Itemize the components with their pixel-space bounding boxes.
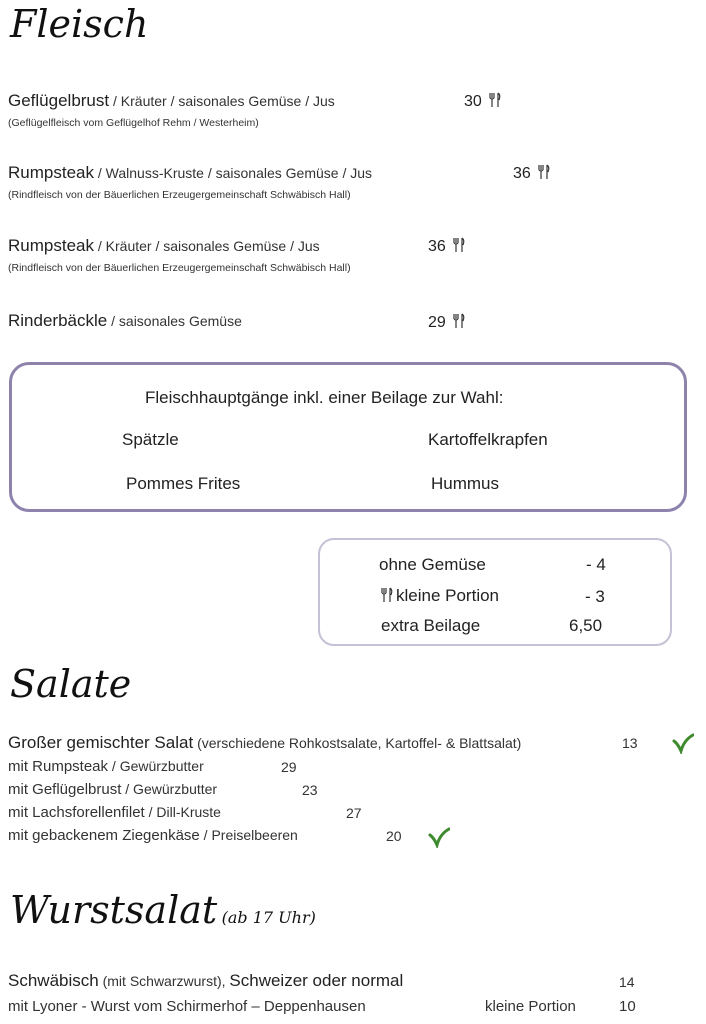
cutlery-icon: [537, 164, 551, 180]
menu-item: [8, 236, 320, 256]
item-desc: / Preiselbeeren: [199, 827, 298, 843]
option-label: extra Beilage: [381, 616, 481, 635]
item-desc: / Kräuter / saisonales Gemüse / Jus: [109, 93, 335, 109]
item-price: 14: [619, 974, 635, 990]
item-note: (Geflügelfleisch vom Geflügelhof Rehm / Westerheim): [8, 117, 259, 129]
menu-item: [8, 804, 221, 822]
item-desc: / saisonales Gemüse: [107, 313, 242, 329]
item-price: 36: [513, 164, 551, 183]
item-desc: (mit Schwarzwurst),: [98, 973, 230, 989]
portion-label: kleine Portion: [485, 998, 576, 1015]
cutlery-icon: [380, 587, 394, 603]
section-title-salate: Salate: [10, 662, 132, 706]
menu-item: [8, 758, 204, 776]
option-label: kleine Portion: [396, 586, 500, 605]
menu-item: [8, 827, 298, 845]
vegetarian-check-icon: [672, 732, 694, 754]
item-price: 36: [428, 237, 466, 256]
cutlery-icon: [452, 313, 466, 329]
item-name: mit Geflügelbrust: [8, 781, 122, 798]
vegetarian-check-icon: [428, 826, 450, 848]
item-name: mit gebackenem Ziegenkäse: [8, 827, 200, 844]
item-name: Geflügelbrust: [8, 91, 110, 110]
item-name: Großer gemischter Salat: [8, 733, 194, 752]
item-name-rest: Schweizer oder normal: [229, 971, 404, 990]
side-dish-box: [9, 362, 687, 512]
option-row: [380, 586, 499, 606]
item-desc: / Kräuter / saisonales Gemüse / Jus: [93, 238, 320, 254]
side-dish-heading: Fleischhauptgänge inkl. einer Beilage zur Wahl:: [145, 388, 504, 407]
section-title-wurstsalat: Wurstsalat: [10, 888, 218, 932]
item-price: 30: [464, 92, 502, 111]
menu-item-text: mit Lyoner - Wurst vom Schirmerhof – Deppenhausen: [8, 998, 366, 1015]
option-value: - 4: [586, 555, 606, 574]
item-note: (Rindfleisch von der Bäuerlichen Erzeugergemeinschaft Schwäbisch Hall): [8, 262, 351, 274]
item-desc: / Gewürzbutter: [108, 758, 204, 774]
menu-item: [8, 163, 372, 183]
side-option: Spätzle: [122, 430, 179, 449]
section-subtitle: (ab 17 Uhr): [221, 908, 316, 927]
item-price: 29: [281, 759, 297, 775]
side-option: Pommes Frites: [126, 474, 241, 493]
item-name: Rumpsteak: [8, 236, 94, 255]
item-desc: / Walnuss-Kruste / saisonales Gemüse / Jus: [93, 165, 373, 181]
item-name: Rumpsteak: [8, 163, 94, 182]
item-desc: / Gewürzbutter: [121, 781, 218, 797]
item-price: 29: [428, 313, 466, 332]
option-label: ohne Gemüse: [379, 555, 486, 574]
item-price: 23: [302, 782, 318, 798]
option-value: 6,50: [569, 616, 603, 635]
menu-item: [8, 311, 242, 331]
item-note: (Rindfleisch von der Bäuerlichen Erzeugergemeinschaft Schwäbisch Hall): [8, 189, 351, 201]
item-price: 13: [622, 735, 638, 751]
item-name: mit Lachsforellenfilet: [8, 804, 145, 821]
menu-item: [8, 91, 335, 111]
menu-item: [8, 781, 217, 799]
item-price: 27: [346, 805, 362, 821]
menu-item: [8, 733, 521, 753]
item-desc: (verschiedene Rohkostsalate, Kartoffel- & Blattsalat): [193, 735, 522, 751]
item-price: 10: [619, 998, 636, 1015]
option-value: - 3: [585, 587, 605, 606]
item-desc: / Dill-Kruste: [144, 804, 221, 820]
menu-item: [8, 971, 403, 991]
item-name: mit Rumpsteak: [8, 758, 109, 775]
cutlery-icon: [452, 237, 466, 253]
item-name: Rinderbäckle: [8, 311, 108, 330]
section-title-fleisch: Fleisch: [10, 2, 149, 46]
side-option: Kartoffelkrapfen: [428, 430, 548, 449]
item-price: 20: [386, 828, 402, 844]
side-option: Hummus: [431, 474, 500, 493]
section-title-row: [10, 888, 316, 932]
item-name: Schwäbisch: [8, 971, 99, 990]
cutlery-icon: [488, 92, 502, 108]
